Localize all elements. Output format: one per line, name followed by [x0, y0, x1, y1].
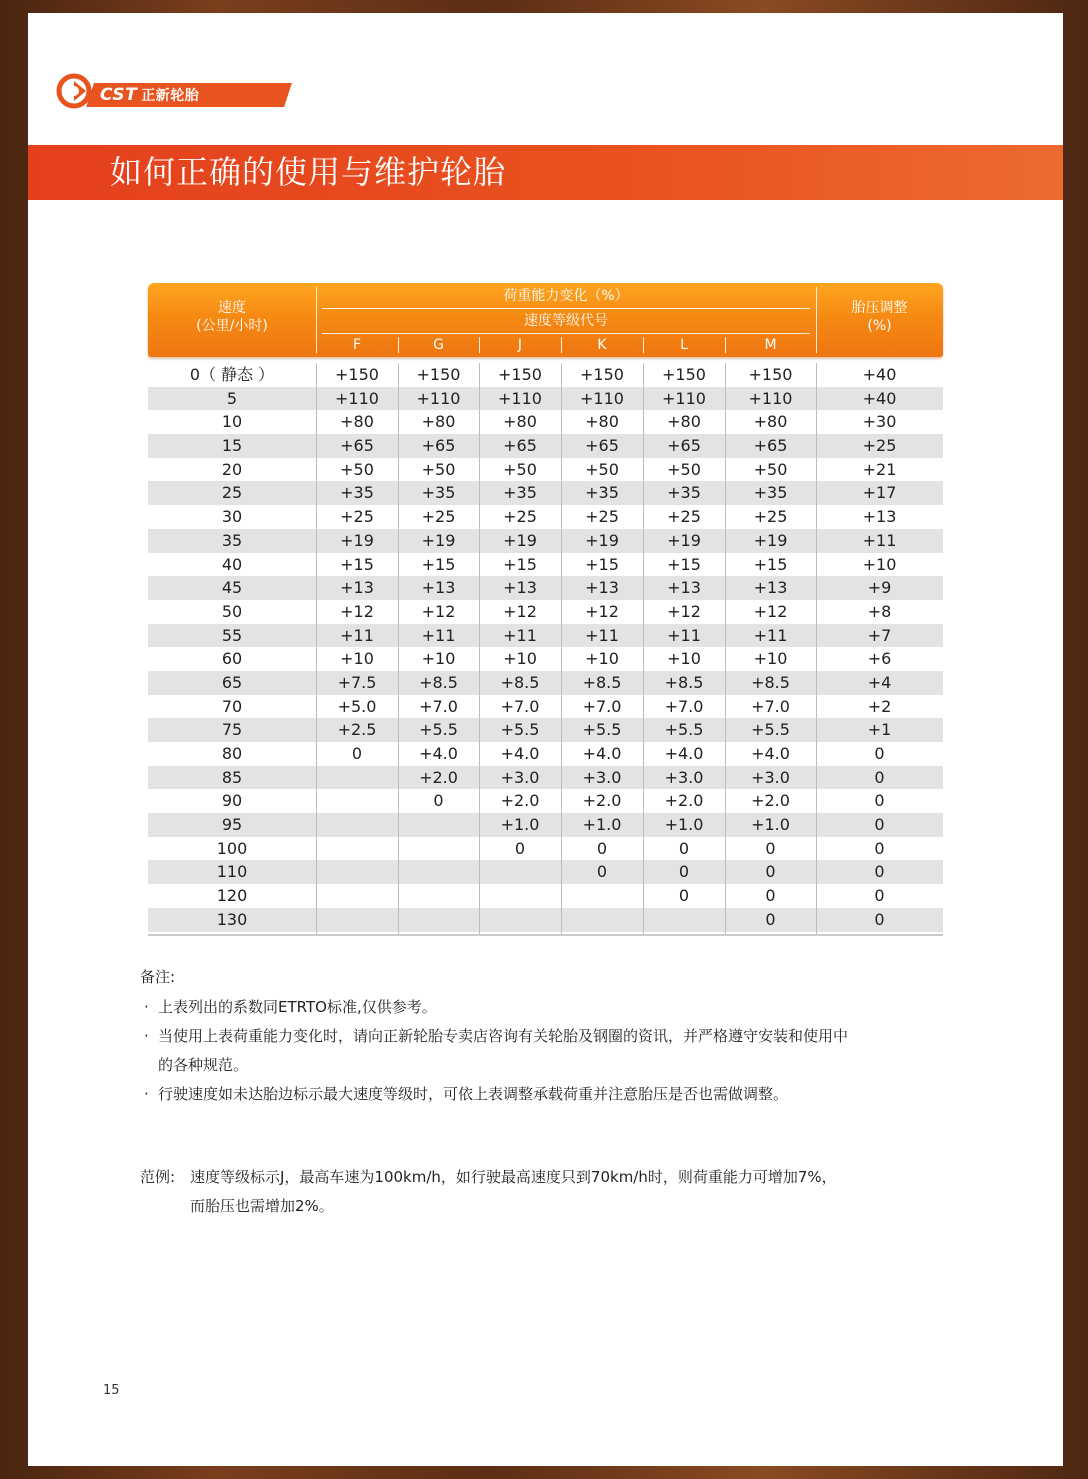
page-number: 15 [103, 1383, 120, 1398]
speed-cell: 45 [221, 578, 243, 598]
m-cell: +8.5 [751, 672, 790, 692]
l-cell: +50 [667, 459, 701, 479]
k-cell: +50 [585, 459, 619, 479]
k-cell: +12 [585, 601, 619, 621]
code-j: J [517, 337, 523, 353]
k-cell: +65 [585, 436, 619, 456]
column-divider [725, 363, 726, 934]
pressure-header [816, 299, 943, 335]
j-cell: +15 [503, 554, 537, 574]
j-cell: +2.0 [500, 791, 540, 811]
pressure-cell: 0 [874, 886, 885, 906]
m-cell: +19 [753, 530, 788, 550]
f-cell: +11 [340, 625, 374, 645]
l-cell: 0 [678, 862, 690, 882]
table-row [148, 884, 943, 908]
l-cell: +65 [667, 436, 701, 456]
table-row [148, 529, 943, 553]
f-cell: +15 [340, 554, 374, 574]
speed-header [148, 299, 316, 335]
m-cell: +50 [753, 459, 788, 479]
speed-cell: 95 [221, 815, 243, 835]
l-cell: +110 [662, 388, 706, 408]
g-cell [398, 837, 479, 861]
k-cell: +7.0 [582, 696, 622, 716]
speed-cell: 15 [221, 436, 243, 456]
pressure-header-label: 胎压调整 [851, 300, 908, 316]
g-cell [398, 884, 479, 908]
g-cell: +50 [421, 459, 456, 479]
l-cell: +11 [667, 625, 701, 645]
l-cell: +35 [667, 483, 701, 503]
pressure-cell: +40 [862, 388, 897, 408]
speed-cell: 75 [221, 720, 243, 740]
k-cell [561, 884, 643, 908]
code-f: F [352, 337, 362, 353]
j-cell: +12 [503, 601, 537, 621]
f-cell [316, 908, 398, 932]
header-rule-1 [322, 308, 810, 309]
g-cell: +110 [416, 388, 461, 408]
speed-header-unit: (公里/小时) [196, 318, 268, 334]
note-item [140, 993, 860, 1022]
note-text: 行驶速度如未达胎边标示最大速度等级时，可依上表调整承载荷重并注意胎压是否也需做调整。 [158, 1085, 789, 1103]
table-row [148, 434, 943, 458]
k-cell: +1.0 [582, 815, 622, 835]
j-cell: +50 [503, 459, 537, 479]
table-row [148, 553, 943, 577]
f-cell [316, 884, 398, 908]
l-cell: +5.5 [664, 720, 704, 740]
table-row [148, 860, 943, 884]
speed-cell: 25 [221, 483, 243, 503]
speed-cell: 120 [216, 886, 248, 906]
table-row [148, 387, 943, 411]
j-cell [479, 860, 561, 884]
example [140, 1163, 840, 1221]
speed-cell: 130 [216, 909, 248, 929]
pressure-header-unit: (%) [867, 318, 892, 334]
l-cell: +8.5 [664, 672, 704, 692]
f-cell [316, 860, 398, 884]
column-divider [643, 363, 644, 934]
bullet-icon: · [144, 1027, 149, 1045]
j-cell: +11 [503, 625, 537, 645]
m-cell: +150 [748, 365, 793, 384]
j-cell: +7.0 [500, 696, 540, 716]
f-cell: +65 [340, 436, 374, 456]
pressure-cell: 0 [874, 862, 885, 882]
f-cell: +2.5 [337, 720, 377, 740]
j-cell: +5.5 [500, 720, 540, 740]
pressure-cell: +13 [862, 507, 897, 527]
m-cell: +4.0 [751, 744, 790, 763]
table-row [148, 647, 943, 671]
speed-cell: 85 [221, 767, 243, 787]
speed-cell: 90 [221, 791, 243, 811]
l-cell: +25 [667, 507, 701, 527]
l-cell: +2.0 [664, 791, 704, 811]
l-cell: +10 [667, 649, 701, 669]
f-cell [316, 766, 398, 790]
code-g: G [433, 337, 444, 353]
k-cell: +5.5 [582, 720, 622, 740]
g-cell: +12 [421, 601, 456, 621]
pressure-cell: +25 [862, 436, 897, 456]
l-cell [643, 908, 725, 932]
m-cell: +65 [753, 436, 788, 456]
table-row [148, 671, 943, 695]
note-item [140, 1022, 860, 1080]
header-divider [816, 287, 817, 353]
k-cell [561, 908, 643, 932]
m-cell: 0 [765, 886, 776, 906]
g-cell: +13 [421, 578, 456, 598]
l-cell: +150 [662, 365, 706, 384]
speed-cell: 70 [221, 696, 243, 716]
f-cell: +10 [340, 649, 374, 669]
k-cell: +80 [585, 412, 619, 432]
f-cell: +150 [335, 365, 379, 384]
j-cell: +110 [498, 388, 542, 408]
k-cell: +10 [585, 649, 619, 669]
m-cell: +80 [753, 412, 788, 432]
speed-cell: 110 [216, 862, 248, 882]
k-cell: +19 [585, 530, 619, 550]
k-cell: +150 [580, 365, 624, 384]
table-row [148, 505, 943, 529]
load-header: 荷重能力变化（%） [503, 288, 629, 304]
f-cell: +19 [340, 530, 374, 550]
l-cell: +7.0 [664, 696, 704, 716]
g-cell: +5.5 [419, 720, 458, 740]
table-row [148, 481, 943, 505]
speed-cell: 10 [221, 412, 243, 432]
pressure-cell: 0 [874, 744, 885, 763]
table-bottom-rule [148, 934, 943, 936]
f-cell: +13 [340, 578, 374, 598]
example-label: 范例: [140, 1168, 176, 1186]
speed-code-header: 速度等级代号 [524, 313, 608, 329]
f-cell: +50 [340, 459, 374, 479]
speed-cell: 55 [221, 625, 243, 645]
pressure-cell: 0 [874, 791, 885, 811]
table-row [148, 695, 943, 719]
j-cell: 0 [514, 838, 526, 858]
m-cell: +25 [753, 507, 788, 527]
m-cell: +12 [753, 601, 788, 621]
g-cell: +150 [416, 365, 461, 384]
j-cell [479, 884, 561, 908]
m-cell: +5.5 [751, 720, 790, 740]
j-cell: +1.0 [500, 815, 540, 835]
pressure-cell: +8 [867, 601, 892, 621]
j-cell: +65 [503, 436, 537, 456]
table-row [148, 458, 943, 482]
pressure-cell: +40 [862, 365, 897, 384]
header-rule-2 [322, 333, 810, 334]
g-cell: +8.5 [419, 672, 458, 692]
pressure-cell: +17 [862, 483, 897, 503]
g-cell: +7.0 [419, 696, 458, 716]
m-cell: +1.0 [751, 815, 790, 835]
g-cell [398, 813, 479, 837]
l-cell: 0 [678, 886, 690, 906]
brochure-page [28, 13, 1063, 1466]
l-cell: +80 [667, 412, 701, 432]
g-cell: +2.0 [419, 767, 458, 787]
k-cell: 0 [596, 838, 608, 858]
pressure-cell: 0 [874, 767, 885, 787]
code-k: K [597, 337, 607, 353]
j-cell: +8.5 [500, 672, 540, 692]
table-header [148, 283, 943, 357]
logo-name-cn: 正新轮胎 [141, 88, 200, 104]
table-row [148, 789, 943, 813]
j-cell: +150 [498, 365, 542, 384]
f-cell: +12 [340, 601, 374, 621]
table-row [148, 837, 943, 861]
pressure-cell: 0 [874, 838, 885, 858]
j-cell: +13 [503, 578, 537, 598]
l-cell: 0 [678, 838, 690, 858]
table-row [148, 813, 943, 837]
g-cell: +15 [421, 554, 456, 574]
page-title: 如何正确的使用与维护轮胎 [110, 153, 507, 191]
f-cell [316, 837, 398, 861]
table-row [148, 600, 943, 624]
g-cell [398, 860, 479, 884]
g-cell: +19 [421, 530, 456, 550]
f-cell: +80 [340, 412, 374, 432]
speed-cell: 100 [216, 838, 248, 858]
cst-logo [56, 73, 266, 109]
l-cell: +3.0 [664, 767, 704, 787]
pressure-cell: +4 [867, 672, 892, 692]
column-divider [479, 363, 480, 934]
table-row [148, 718, 943, 742]
pressure-cell: +11 [862, 530, 897, 550]
l-cell: +19 [667, 530, 701, 550]
pressure-cell: 0 [874, 909, 885, 929]
f-cell [316, 789, 398, 813]
j-cell: +19 [503, 530, 537, 550]
notes [140, 966, 860, 1109]
table-row [148, 576, 943, 600]
l-cell: +1.0 [664, 815, 704, 835]
code-l: L [680, 337, 688, 353]
speed-cell: 35 [221, 530, 243, 550]
table-row [148, 624, 943, 648]
column-divider [816, 363, 817, 934]
pressure-cell: +7 [867, 625, 892, 645]
f-cell: +7.5 [337, 672, 377, 692]
k-cell: +4.0 [582, 744, 622, 763]
g-cell: +35 [421, 483, 456, 503]
j-cell: +25 [503, 507, 537, 527]
column-divider [561, 363, 562, 934]
j-cell: +3.0 [500, 767, 540, 787]
speed-cell: 5 [226, 388, 238, 408]
column-divider [316, 363, 317, 934]
column-divider [398, 363, 399, 934]
j-cell: +35 [503, 483, 537, 503]
g-cell: 0 [433, 791, 444, 811]
f-cell: +25 [340, 507, 374, 527]
table-row [148, 363, 943, 387]
m-cell: +7.0 [751, 696, 790, 716]
pressure-cell: +10 [862, 554, 897, 574]
f-cell: +35 [340, 483, 374, 503]
speed-cell: 60 [221, 649, 243, 669]
j-cell: +4.0 [500, 744, 540, 763]
k-cell: +13 [585, 578, 619, 598]
g-cell: +4.0 [419, 744, 458, 763]
example-text: 速度等级标示J，最高车速为100km/h，如行驶最高速度只到70km/h时，则荷重能力可增加7%，而胎压也需增加2%。 [190, 1168, 837, 1215]
speed-cell: 30 [221, 507, 243, 527]
k-cell: +25 [585, 507, 619, 527]
j-cell [479, 908, 561, 932]
m-cell: 0 [765, 862, 776, 882]
k-cell: +15 [585, 554, 619, 574]
bullet-icon: · [144, 998, 149, 1016]
table-row [148, 908, 943, 932]
f-cell: 0 [351, 744, 363, 763]
logo-text [100, 82, 199, 108]
table-body [148, 363, 943, 932]
table-row [148, 410, 943, 434]
logo-brand: CST [100, 85, 138, 105]
note-text: 上表列出的系数同ETRTO标准,仅供参考。 [158, 998, 437, 1016]
notes-heading: 备注: [140, 968, 176, 986]
g-cell: +25 [421, 507, 456, 527]
l-cell: +12 [667, 601, 701, 621]
m-cell: 0 [765, 838, 776, 858]
speed-header-label: 速度 [218, 300, 246, 316]
k-cell: 0 [596, 862, 608, 882]
speed-cell: 0（ 静态 ） [189, 365, 275, 384]
l-cell: +4.0 [664, 744, 704, 763]
l-cell: +13 [667, 578, 701, 598]
pressure-cell: +1 [867, 720, 892, 740]
table-row [148, 742, 943, 766]
pressure-cell: +9 [867, 578, 892, 598]
g-cell: +80 [421, 412, 456, 432]
k-cell: +11 [585, 625, 619, 645]
g-cell: +65 [421, 436, 456, 456]
m-cell: +11 [753, 625, 788, 645]
pressure-cell: +21 [862, 459, 897, 479]
j-cell: +80 [503, 412, 537, 432]
g-cell: +10 [421, 649, 456, 669]
note-item [140, 1080, 860, 1109]
note-text: 当使用上表荷重能力变化时，请向正新轮胎专卖店咨询有关轮胎及钢圈的资讯，并严格遵守安装和使用中的各种规范。 [158, 1027, 849, 1074]
m-cell: +15 [753, 554, 788, 574]
f-cell [316, 813, 398, 837]
speed-cell: 50 [221, 601, 243, 621]
speed-cell: 20 [221, 459, 243, 479]
m-cell: +2.0 [751, 791, 790, 811]
speed-cell: 65 [221, 672, 243, 692]
k-cell: +3.0 [582, 767, 622, 787]
code-m: M [764, 337, 777, 353]
speed-cell: 80 [221, 744, 243, 763]
pressure-cell: +2 [867, 696, 892, 716]
pressure-cell: +30 [862, 412, 897, 432]
k-cell: +2.0 [582, 791, 622, 811]
table-row [148, 766, 943, 790]
m-cell: +3.0 [751, 767, 790, 787]
m-cell: +13 [753, 578, 788, 598]
j-cell: +10 [503, 649, 537, 669]
f-cell: +110 [335, 388, 379, 408]
g-cell: +11 [421, 625, 456, 645]
m-cell: 0 [765, 909, 776, 929]
m-cell: +110 [748, 388, 793, 408]
bullet-icon: · [144, 1085, 149, 1103]
speed-cell: 40 [221, 554, 243, 574]
k-cell: +35 [585, 483, 619, 503]
k-cell: +8.5 [582, 672, 622, 692]
pressure-cell: 0 [874, 815, 885, 835]
pressure-cell: +6 [867, 649, 892, 669]
title-bar [28, 145, 1063, 200]
k-cell: +110 [580, 388, 624, 408]
m-cell: +10 [753, 649, 788, 669]
g-cell [398, 908, 479, 932]
m-cell: +35 [753, 483, 788, 503]
l-cell: +15 [667, 554, 701, 574]
f-cell: +5.0 [337, 696, 377, 716]
